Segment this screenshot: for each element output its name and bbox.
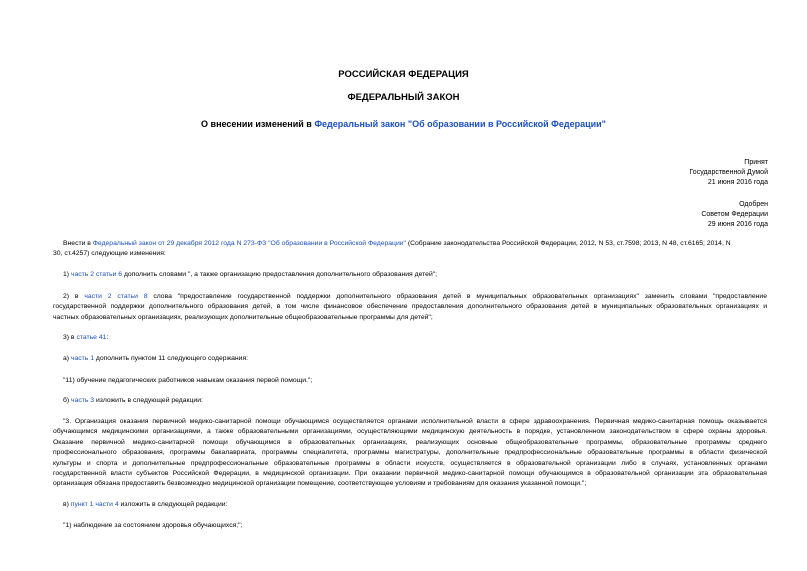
- part-3-line-7: организация обязана предоставить безвозмездно медицинской организации помещение, соответствующее условиям и требованиям для оказания указанной помощи.";: [53, 480, 587, 488]
- item-3-link[interactable]: статье 41: [76, 334, 107, 341]
- law-title-link[interactable]: Федеральный закон "Об образовании в Российской Федерации": [314, 119, 606, 129]
- accepted-label: Принят: [744, 159, 768, 166]
- item-3v-link[interactable]: пункт 1 части 4: [70, 501, 119, 508]
- item-1-link[interactable]: часть 2 статьи 6: [70, 271, 123, 278]
- item-2-line-3: частных образовательных организациях, реализующих дополнительные общеобразовательные программы для детей";: [53, 313, 433, 321]
- item-3v-text: "1) наблюдение за состоянием здоровья обучающихся;";: [63, 522, 243, 529]
- approved-label: Одобрен: [739, 201, 768, 208]
- intro-pre: Внести в: [63, 240, 93, 247]
- item-3a: а) часть 1 дополнить пунктом 11 следующего содержания:: [63, 355, 249, 362]
- adoption-accepted-block: [689, 158, 768, 188]
- part-3-line-1: "3. Организация оказания первичной медико-санитарной помощи обучающимся осуществляется органами исполнительной власти в сфере здравоохранения. Первичная медико-санитарная помощь оказывается: [63, 418, 767, 425]
- intro-paragraph: [53, 239, 767, 260]
- adoption-approved-block: [701, 200, 768, 230]
- item-3a-text: "11) обучение педагогических работников навыкам оказания первой помощи.";: [63, 377, 313, 384]
- intro-post: (Собрание законодательства Российской Федерации, 2012, N 53, ст.7598; 2013, N 48, ст.6165; 2014, N: [405, 240, 731, 247]
- item-2-link[interactable]: части 2 статьи 8: [84, 293, 148, 300]
- accepted-date: 21 июня 2016 года: [707, 179, 768, 186]
- item-2: [53, 292, 767, 323]
- intro-line-2: 30, ст.4257) следующие изменения:: [53, 250, 166, 258]
- law-type-heading: ФЕДЕРАЛЬНЫЙ ЗАКОН: [347, 92, 460, 103]
- item-3v: в) пункт 1 части 4 изложить в следующей редакции:: [63, 501, 228, 508]
- item-2-line-2: государственной поддержки дополнительного образования детей, в том числе финансовое обеспечение предоставления дополнительного образования детей в муниципальных образовательных организациях и: [53, 303, 767, 311]
- part-3-line-4: профессионального образования, программы бакалавриата, программы специалитета, программы магистратуры, дополнительные предпрофессиональные образовательные программы в области физической: [53, 449, 767, 457]
- item-3: 3) в статье 41:: [63, 334, 109, 341]
- part-3-line-2: обучающимся медицинскими организациями, а также образовательными организациями, осуществляющими медицинскую деятельность в порядке, установленном законодательством в сфере охраны здоровья.: [53, 428, 767, 436]
- item-3b: б) часть 3 изложить в следующей редакции:: [63, 397, 203, 404]
- law-title: [0, 119, 807, 129]
- part-3-line-6: государственной власти субъектов Российской Федерации, в медицинской организации. При оказании первичной медико-санитарной помощи обучающимся в образовательной организации эта образовательная: [53, 470, 767, 478]
- item-3b-link[interactable]: часть 3: [71, 397, 95, 404]
- law-title-prefix: О внесении изменений в: [201, 119, 315, 129]
- intro-line-1: [53, 239, 767, 249]
- federation-heading: РОССИЙСКАЯ ФЕДЕРАЦИЯ: [338, 69, 469, 80]
- part-3-line-5: культуры и спорта и дополнительные предпрофессиональные образовательные программы в области искусств, осуществляется в образовательной организации либо в случаях, установленных органами: [53, 459, 767, 467]
- accepted-by: Государственной Думой: [689, 169, 768, 176]
- item-2-line-1: 2) в части 2 статьи 8 слова "предоставление государственной поддержки дополнительного образования детей в муниципальных образовательных организациях" заменить словами "предоставление: [63, 293, 767, 300]
- part-3-text: [53, 417, 767, 490]
- part-3-line-3: Оказание первичной медико-санитарной помощи обучающимся в образовательных организациях, реализующих основные общеобразовательные программы, образовательные программы среднего: [53, 438, 767, 446]
- item-1: 1) часть 2 статьи 6 дополнить словами ", а также организацию предоставления дополнительного образования детей";: [63, 271, 438, 278]
- approved-by: Советом Федерации: [701, 211, 768, 218]
- intro-law-link[interactable]: Федеральный закон от 29 декабря 2012 года N 273-ФЗ "Об образовании в Российской Федерации": [92, 240, 406, 247]
- item-3a-link[interactable]: часть 1: [70, 355, 94, 362]
- approved-date: 29 июня 2016 года: [707, 221, 768, 228]
